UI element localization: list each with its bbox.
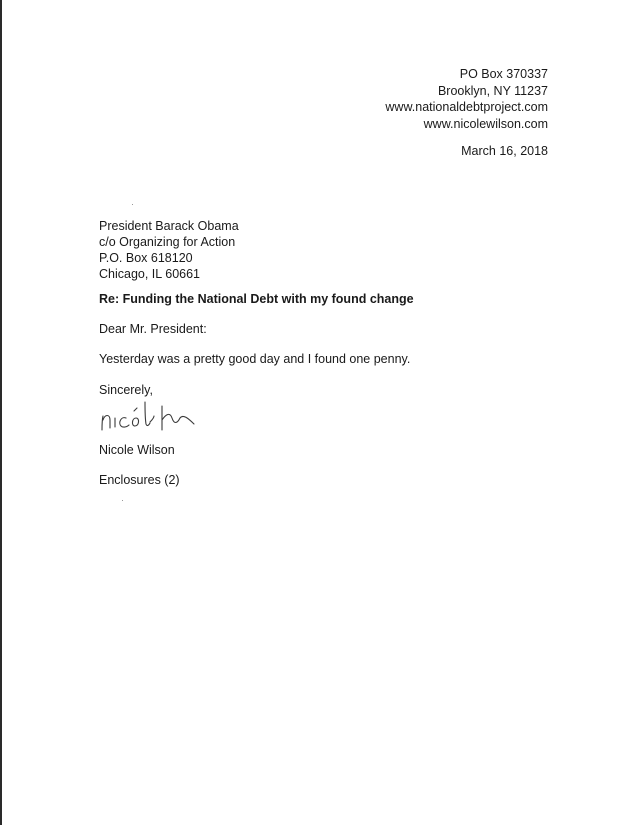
recipient-address-line: Chicago, IL 60661 (99, 267, 201, 281)
sender-address-line: Brooklyn, NY 11237 (437, 83, 548, 98)
recipient-address-line: P.O. Box 618120 (99, 251, 193, 265)
letter-date: March 16, 2018 (461, 144, 548, 158)
sender-address-line: PO Box 370337 (459, 67, 548, 81)
sender-website: www.nicolewilson.com (423, 116, 548, 131)
sender-website: www.nationaldebtproject.com (385, 100, 548, 114)
scan-speck (122, 500, 123, 501)
subject-line: Re: Funding the National Debt with my found change (99, 292, 414, 306)
closing: Sincerely, (99, 383, 153, 397)
signer-name: Nicole Wilson (99, 443, 175, 457)
recipient-address-line: President Barack Obama (99, 219, 239, 233)
scan-speck (132, 204, 133, 205)
recipient-address (99, 218, 239, 282)
scan-edge (0, 0, 2, 825)
sender-address (385, 66, 548, 132)
handwritten-signature (96, 396, 246, 440)
recipient-address-line: c/o Organizing for Action (99, 235, 236, 249)
salutation: Dear Mr. President: (99, 322, 207, 336)
letter-body: Yesterday was a pretty good day and I found one penny. (99, 352, 411, 366)
enclosures-note: Enclosures (2) (99, 473, 180, 487)
